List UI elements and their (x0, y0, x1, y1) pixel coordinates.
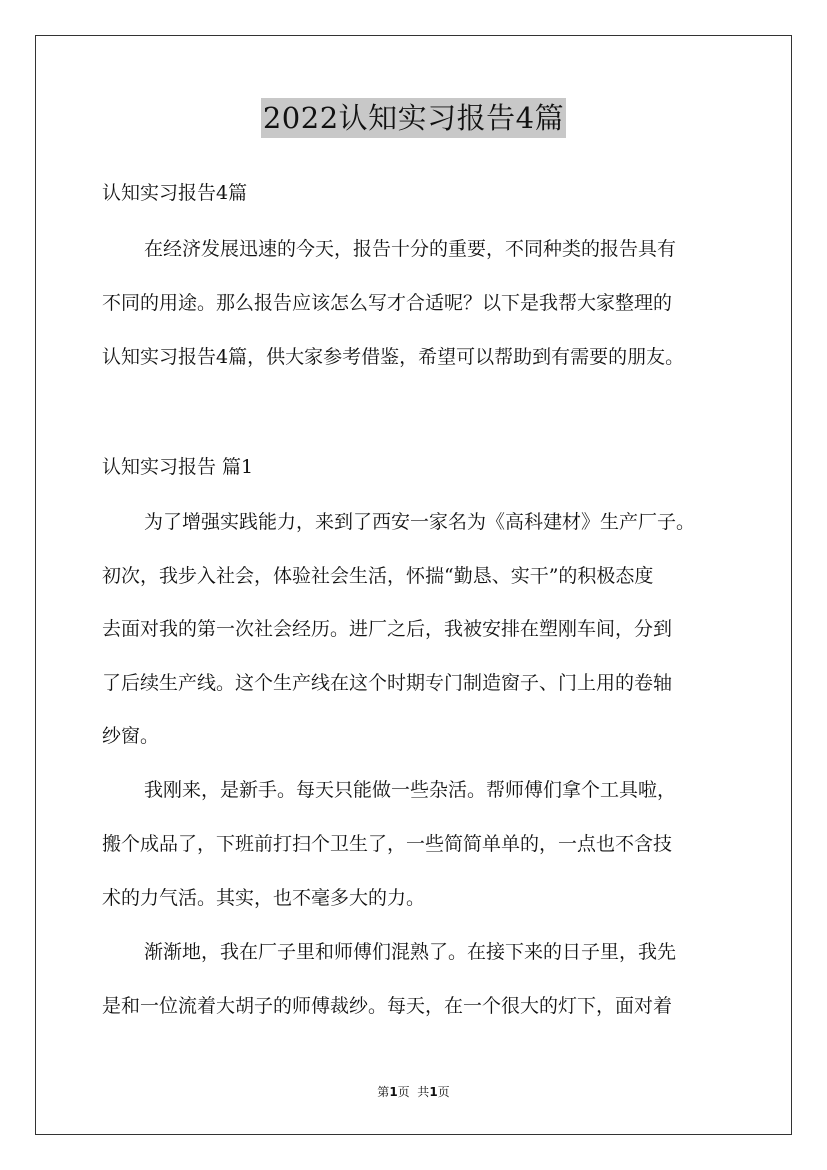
footer-page-suffix: 页 (437, 1085, 450, 1099)
body-line-5: 纱窗。 (102, 725, 160, 747)
section-heading: 认知实习报告 篇1 (102, 456, 254, 478)
body-line-6: 我刚来，是新手。每天只能做一些杂活。帮师傅们拿个工具啦， (144, 779, 677, 801)
intro-line-1: 在经济发展迅速的今天，报告十分的重要，不同种类的报告具有 (144, 238, 677, 260)
title-container (0, 98, 827, 138)
footer-page-mid: 页 共 (397, 1085, 430, 1099)
document-title: 2022认知实习报告4篇 (261, 98, 566, 138)
footer-page-number: 1 (389, 1085, 398, 1099)
intro-line-2: 不同的用途。那么报告应该怎么写才合适呢？以下是我帮大家整理的 (102, 292, 673, 314)
body-line-10: 是和一位流着大胡子的师傅裁纱。每天，在一个很大的灯下，面对着 (102, 995, 673, 1017)
body-line-7: 搬个成品了，下班前打扫个卫生了，一些简简单单的，一点也不含技 (102, 833, 673, 855)
body-line-4: 了后续生产线。这个生产线在这个时期专门制造窗子、门上用的卷轴 (102, 672, 673, 694)
body-line-9: 渐渐地，我在厂子里和师傅们混熟了。在接下来的日子里，我先 (144, 941, 677, 963)
body-line-3: 去面对我的第一次社会经历。进厂之后，我被安排在塑刚车间，分到 (102, 618, 673, 640)
footer-page-prefix: 第 (377, 1085, 390, 1099)
footer-page-total: 1 (429, 1085, 438, 1099)
document-subtitle: 认知实习报告4篇 (102, 182, 248, 204)
body-line-8: 术的力气活。其实，也不毫多大的力。 (102, 887, 426, 909)
body-line-1: 为了增强实践能力，来到了西安一家名为《高科建材》生产厂子。 (144, 511, 696, 533)
intro-line-3: 认知实习报告4篇，供大家参考借鉴，希望可以帮助到有需要的朋友。 (102, 346, 685, 368)
body-line-2: 初次，我步入社会，体验社会生活，怀揣“勤恳、实干”的积极态度 (102, 565, 654, 587)
page-footer (0, 1084, 827, 1100)
